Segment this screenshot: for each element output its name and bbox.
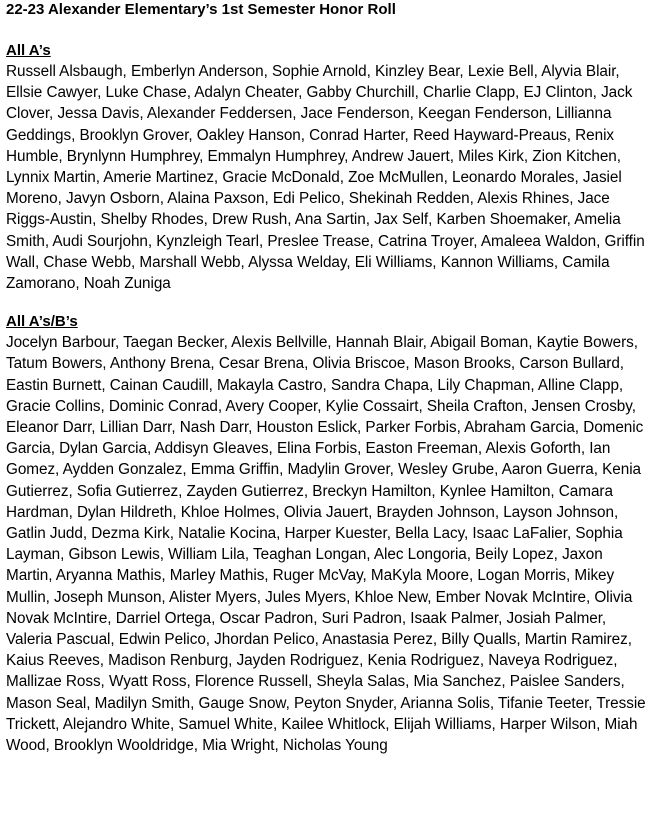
name-list-all-as-bs: Jocelyn Barbour, Taegan Becker, Alexis Bellville, Hannah Blair, Abigail Boman, Kaytie Bowers, Tatum Bowers, Anthony Brena, Cesar Brena, Olivia Briscoe, Mason Brooks, Carson Bullard, Eastin Burnett, Cainan Caudill, Makayla Castro, Sandra Chapa, Lily Chapman, Alline Clapp, Gracie Collins, Dominic Conrad, Avery Cooper, Kylie Cossairt, Sheila Crafton, Jensen Crosby, Eleanor Darr, Lillian Darr, Nash Darr, Houston Eslick, Parker Forbis, Abraham Garcia, Domenic Garcia, Dylan Garcia, Addisyn Gleaves, Elina Forbis, Easton Freeman, Alexis Goforth, Ian Gomez, Aydden Gonzalez, Emma Griffin, Madylin Grover, Wesley Grube, Aaron Guerra, Kenia Gutierrez, Sofia Gutierrez, Zayden Gutierrez, Breckyn Hamilton, Kynlee Hamilton, Camara Hardman, Dylan Hildreth, Khloe Holmes, Olivia Jauert, Brayden Johnson, Layson Johnson, Gatlin Judd, Dezma Kirk, Natalie Kocina, Harper Kuester, Bella Lacy, Isaac LaFalier, Sophia Layman, Gibson Lewis, William Lila, Teaghan Longan, Alec Longoria, Beily Lopez, Jaxon Martin, Aryanna Mathis, Marley Mathis, Ruger McVay, MaKyla Moore, Logan Morris, Mikey Mullin, Joseph Munson, Alister Myers, Jules Myers, Khloe New, Ember Novak McIntire, Olivia Novak McIntire, Darriel Ortega, Oscar Padron, Suri Padron, Isaak Palmer, Josiah Palmer, Valeria Pascual, Edwin Pelico, Jhordan Pelico, Anastasia Perez, Billy Qualls, Martin Ramirez, Kaius Reeves, Madison Renburg, Jayden Rodriguez, Kenia Rodriguez, Naveya Rodriguez, Mallizae Ross, Wyatt Ross, Florence Russell, Sheyla Salas, Mia Sanchez, Paislee Sanders, Mason Seal, Madilyn Smith, Gauge Snow, Peyton Snyder, Arianna Solis, Tifanie Teeter, Tressie Trickett, Alejandro White, Samuel White, Kailee Whitlock, Elijah Williams, Harper Wilson, Miah Wood, Brooklyn Wooldridge, Mia Wright, Nicholas Young: [6, 334, 646, 755]
section-heading-all-as: All A’s: [6, 42, 51, 59]
section-heading-all-as-bs: All A’s/B’s: [6, 313, 78, 331]
section-all-as-bs: [6, 311, 655, 756]
name-list-all-as: Russell Alsbaugh, Emberlyn Anderson, Sophie Arnold, Kinzley Bear, Lexie Bell, Alyvia Blair, Ellsie Cawyer, Luke Chase, Adalyn Cheater, Gabby Churchill, Charlie Clapp, EJ Clinton, Jack Clover, Jessa Davis, Alexander Feddersen, Jace Fenderson, Keegan Fenderson, Lillianna Geddings, Brooklyn Grover, Oakley Hanson, Conrad Harter, Reed Hayward-Preaus, Renix Humble, Brynlynn Humphrey, Emmalyn Humphrey, Andrew Jauert, Miles Kirk, Zion Kitchen, Lynnix Martin, Amerie Martinez, Gracie McDonald, Zoe McMullen, Leonardo Morales, Jasiel Moreno, Javyn Osborn, Alaina Paxson, Edi Pelico, Shekinah Redden, Alexis Rhines, Jace Riggs-Austin, Shelby Rhodes, Drew Rush, Ana Sartin, Jax Self, Karben Shoemaker, Amelia Smith, Audi Sourjohn, Kynzleigh Tearl, Preslee Trease, Catrina Troyer, Amaleea Waldon, Griffin Wall, Chase Webb, Marshall Webb, Alyssa Welday, Eli Williams, Kannon Williams, Camila Zamorano, Noah Zuniga: [6, 63, 645, 293]
section-all-as: [6, 40, 655, 294]
document-title: 22-23 Alexander Elementary’s 1st Semester Honor Roll: [6, 1, 396, 18]
